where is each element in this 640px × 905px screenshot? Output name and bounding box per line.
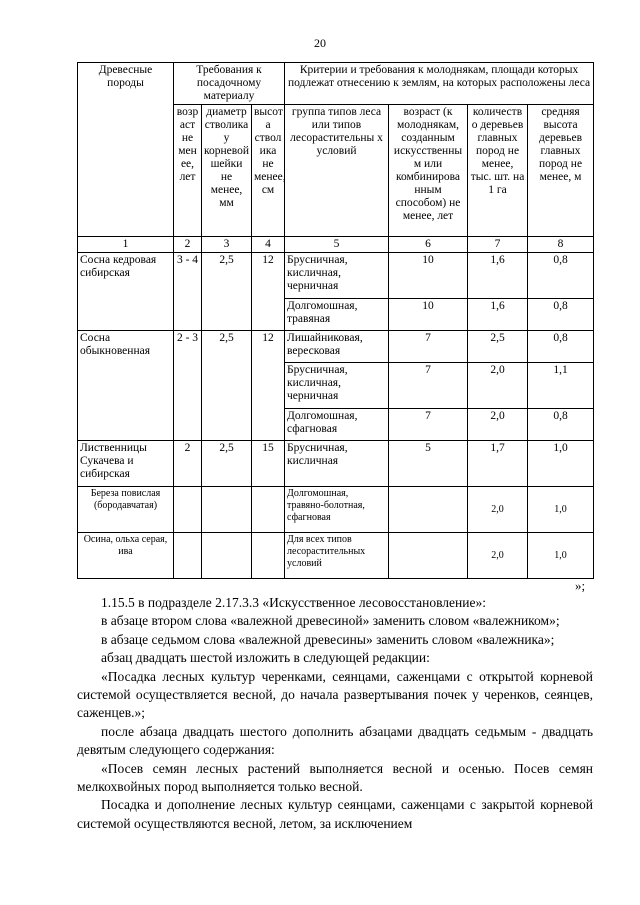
height-cell: 12 bbox=[252, 331, 285, 441]
young-age-cell bbox=[389, 487, 468, 533]
page-number: 20 bbox=[314, 36, 326, 50]
avg-height-cell: 0,8 bbox=[528, 409, 594, 441]
paragraph: Посадка и дополнение лесных культур сеянцами, саженцами с закрытой корневой системой осуществляются весной, летом, за исключением bbox=[77, 797, 593, 831]
age-cell: 2 - 3 bbox=[174, 331, 202, 441]
forest-type-cell: Долгомошная, сфагновая bbox=[285, 409, 389, 441]
diameter-cell: 2,5 bbox=[202, 253, 252, 331]
count-cell: 2,0 bbox=[468, 533, 528, 579]
young-age-cell bbox=[389, 533, 468, 579]
header-count: количеств о деревьев главных пород не менее, тыс. шт. на 1 га bbox=[468, 105, 528, 237]
column-numbers-row bbox=[78, 237, 594, 253]
species-cell: Сосна обыкновенная bbox=[78, 331, 174, 441]
young-age-cell: 10 bbox=[389, 253, 468, 299]
young-age-cell: 7 bbox=[389, 363, 468, 409]
header-young-age: возраст (к молоднякам, созданным искусственны м или комбинирова нным способом) не менее, лет bbox=[389, 105, 468, 237]
header-avg-height: средняя высота деревьев главных пород не менее, м bbox=[528, 105, 594, 237]
age-cell bbox=[174, 487, 202, 533]
paragraph: 1.15.5 в подразделе 2.17.3.3 «Искусственное лесовосстановление»: bbox=[101, 595, 486, 610]
species-cell: Лиственницы Сукачева и сибирская bbox=[78, 441, 174, 487]
header-species: Древесные породы bbox=[78, 63, 174, 237]
count-cell: 1,7 bbox=[468, 441, 528, 487]
header-age: возр аст не мен ее, лет bbox=[174, 105, 202, 237]
forest-type-cell: Долгомошная, травяная bbox=[285, 299, 389, 331]
height-cell bbox=[252, 487, 285, 533]
young-age-cell: 7 bbox=[389, 409, 468, 441]
species-cell: Береза повислая (бородавчатая) bbox=[78, 487, 174, 533]
col-number: 5 bbox=[285, 237, 389, 253]
count-cell: 2,0 bbox=[468, 363, 528, 409]
age-cell: 2 bbox=[174, 441, 202, 487]
young-age-cell: 10 bbox=[389, 299, 468, 331]
col-number: 1 bbox=[78, 237, 174, 253]
species-cell: Сосна кедровая сибирская bbox=[78, 253, 174, 331]
height-cell bbox=[252, 533, 285, 579]
avg-height-cell: 0,8 bbox=[528, 253, 594, 299]
young-age-cell: 5 bbox=[389, 441, 468, 487]
table-row bbox=[78, 533, 594, 579]
diameter-cell: 2,5 bbox=[202, 331, 252, 441]
header-height: высот а ствол ика не менее, см bbox=[252, 105, 285, 237]
col-number: 8 bbox=[528, 237, 594, 253]
paragraph: в абзаце седьмом слова «валежной древесины» заменить словом «валежника»; bbox=[101, 631, 555, 647]
paragraph: «Посадка лесных культур черенками, сеянцами, саженцами с открытой корневой системой осуществляется весной, до начала развертывания почек у черенков, сеянцев, саженцев.»; bbox=[77, 668, 593, 721]
paragraph: после абзаца двадцать шестого дополнить абзацами двадцать седьмым - двадцать девятым следующего содержания: bbox=[77, 723, 593, 758]
young-age-cell: 7 bbox=[389, 331, 468, 363]
header-diameter: диаметр стволика у корневой шейки не менее, мм bbox=[202, 105, 252, 237]
forest-requirements-table bbox=[77, 62, 594, 579]
col-number: 7 bbox=[468, 237, 528, 253]
paragraph: «Посев семян лесных растений выполняется весной и осенью. Посев семян мелкохвойных пород выполняется только весной. bbox=[77, 760, 593, 795]
diameter-cell bbox=[202, 533, 252, 579]
avg-height-cell: 0,8 bbox=[528, 299, 594, 331]
col-number: 3 bbox=[202, 237, 252, 253]
age-cell bbox=[174, 533, 202, 579]
table-row bbox=[78, 253, 594, 299]
col-number: 2 bbox=[174, 237, 202, 253]
avg-height-cell: 1,0 bbox=[528, 533, 594, 579]
paragraph: абзац двадцать шестой изложить в следующей редакции: bbox=[101, 650, 430, 666]
count-cell: 2,0 bbox=[468, 409, 528, 441]
count-cell: 2,5 bbox=[468, 331, 528, 363]
forest-type-cell: Долгомошная, травяно-болотная, сфагновая bbox=[285, 487, 389, 533]
forest-type-cell: Лишайниковая, вересковая bbox=[285, 331, 389, 363]
table-row bbox=[78, 441, 594, 487]
height-cell: 12 bbox=[252, 253, 285, 331]
col-number: 6 bbox=[389, 237, 468, 253]
age-cell: 3 - 4 bbox=[174, 253, 202, 331]
paragraph: в абзаце втором слова «валежной древесиной» заменить словом «валежником»; bbox=[101, 613, 560, 629]
avg-height-cell: 1,1 bbox=[528, 363, 594, 409]
forest-type-cell: Брусничная, кисличная, черничная bbox=[285, 363, 389, 409]
diameter-cell bbox=[202, 487, 252, 533]
count-cell: 1,6 bbox=[468, 253, 528, 299]
table-row bbox=[78, 487, 594, 533]
header-planting-requirements: Требования к посадочному материалу bbox=[174, 63, 285, 105]
forest-type-cell: Брусничная, кисличная, черничная bbox=[285, 253, 389, 299]
header-criteria: Критерии и требования к молоднякам, площади которых подлежат отнесению к землям, на которых расположены леса bbox=[285, 63, 594, 105]
forest-type-cell: Для всех типов лесорастительных условий bbox=[285, 533, 389, 579]
body-text bbox=[77, 594, 593, 833]
avg-height-cell: 1,0 bbox=[528, 487, 594, 533]
height-cell: 15 bbox=[252, 441, 285, 487]
avg-height-cell: 0,8 bbox=[528, 331, 594, 363]
forest-type-cell: Брусничная, кисличная bbox=[285, 441, 389, 487]
table-closing-quote: »; bbox=[575, 578, 586, 593]
species-cell: Осина, ольха серая, ива bbox=[78, 533, 174, 579]
col-number: 4 bbox=[252, 237, 285, 253]
header-forest-type: группа типов леса или типов лесорастительны х условий bbox=[285, 105, 389, 237]
count-cell: 2,0 bbox=[468, 487, 528, 533]
table-row bbox=[78, 331, 594, 363]
diameter-cell: 2,5 bbox=[202, 441, 252, 487]
avg-height-cell: 1,0 bbox=[528, 441, 594, 487]
count-cell: 1,6 bbox=[468, 299, 528, 331]
